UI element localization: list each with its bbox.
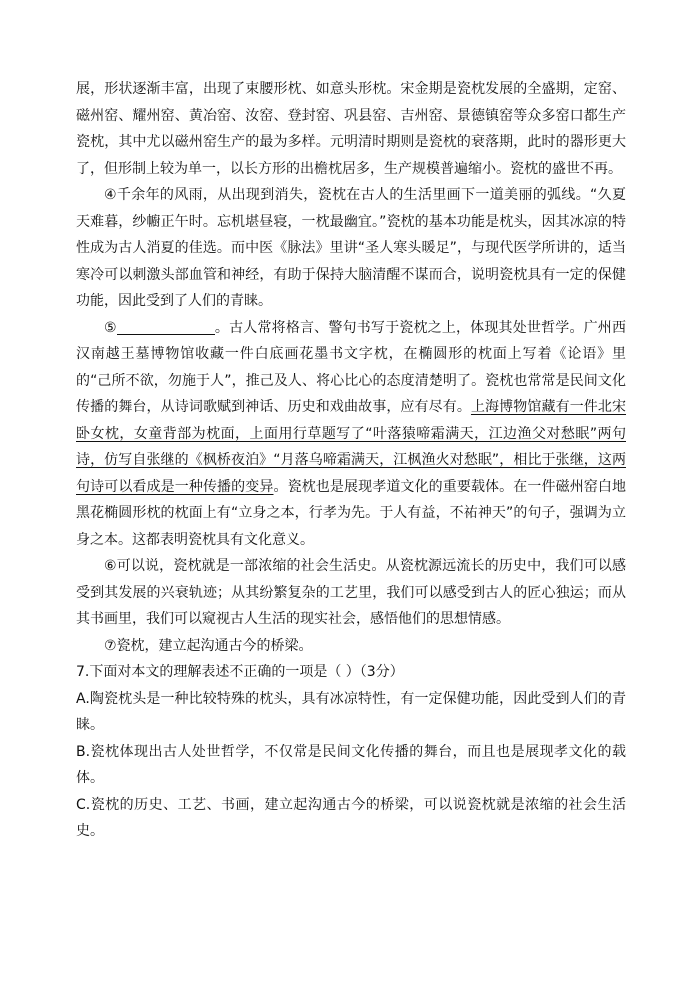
question-stem: 7.下面对本文的理解表述不正确的一项是（ ）（3分） <box>76 664 404 680</box>
paragraph-5-text-b: 。瓷枕也是展现孝道文化的重要载体。在一件磁州窑白地黑花椭圆形枕的枕面上有“立身之本，行孝为先。于人有益，不祐神天”的句子，强调为立身之本。这都表明瓷枕具有文化意义。 <box>76 478 627 548</box>
option-c: C.瓷枕的历史、工艺、书画，建立起沟通古今的桥梁，可以说瓷枕就是浓缩的社会生活史。 <box>76 796 626 839</box>
option-a: A.陶瓷枕头是一种比较特殊的枕头，具有冰凉特性，有一定保健功能，因此受到人们的青睐。 <box>76 690 626 733</box>
paragraph-3-continuation: 展，形状逐渐丰富，出现了束腰形枕、如意头形枕。宋金期是瓷枕发展的全盛期，定窑、磁州窑、耀州窑、黄冶窑、汝窑、登封窑、巩县窑、吉州窑、景德镇窑等众多窑口都生产瓷枕，其中尤以磁州窑生产的最为多样。元明清时期则是瓷枕的衰落期，此时的器形更大了，但形制上较为单一，以长方形的出檐枕居多，生产规模普遍缩小。瓷枕的盛世不再。 <box>76 81 626 177</box>
underlined-sentence: 上海博物馆藏有一件北宋卧女枕，女童背部为枕面，上面用行草题写了“叶落猿啼霜满天，江边渔父对愁眠”两句诗，仿写自张继的《枫桥夜泊》“月落乌啼霜满天，江枫渔火对愁眠”，相比于张继，这两句诗可以看成是一种传播的变异 <box>76 399 627 495</box>
document-body <box>76 76 626 845</box>
option-b: B.瓷枕体现出古人处世哲学，不仅常是民间文化传播的舞台，而且也是展现孝文化的载体。 <box>76 743 626 786</box>
paragraph-6: ⑥可以说，瓷枕就是一部浓缩的社会生活史。从瓷枕源远流长的历史中，我们可以感受到其发展的兴衰轨迹；从其纷繁复杂的工艺里，我们可以感受到古人的匠心独运；而从其书画里，我们可以窥视古人生活的现实社会，感悟他们的思想情感。 <box>76 558 626 627</box>
paragraph-5-text-a: 。古人常将格言、警句书写于瓷枕之上，体现其处世哲学。广州西汉南越王墓博物馆收藏一件白底画花墨书文字枕，在椭圆形的枕面上写着《论语》里的“己所不欲，勿施于人”，推己及人、将心比心的态度清楚明了。瓷枕也常常是民间文化传播的舞台，从诗词歌赋到神话、历史和戏曲故事，应有尽有。 <box>76 319 626 415</box>
fill-in-blank[interactable] <box>117 319 215 335</box>
paragraph-7: ⑦瓷枕，建立起沟通古今的桥梁。 <box>104 637 313 654</box>
paragraph-5-number: ⑤ <box>104 319 117 336</box>
paragraph-5 <box>76 315 626 554</box>
paragraph-4: ④千余年的风雨，从出现到消失，瓷枕在古人的生活里画下一道美丽的弧线。“久夏天难暮，纱幮正午时。忘机堪昼寝，一枕最幽宜。”瓷枕的基本功能是枕头，因其冰凉的特性成为古人消夏的佳选。而中医《脉法》里讲“圣人寒头暖足”，与现代医学所讲的，适当寒冷可以刺激头部血管和神经，有助于保持大脑清醒不谋而合，说明瓷枕具有一定的保健功能，因此受到了人们的青睐。 <box>76 187 626 309</box>
